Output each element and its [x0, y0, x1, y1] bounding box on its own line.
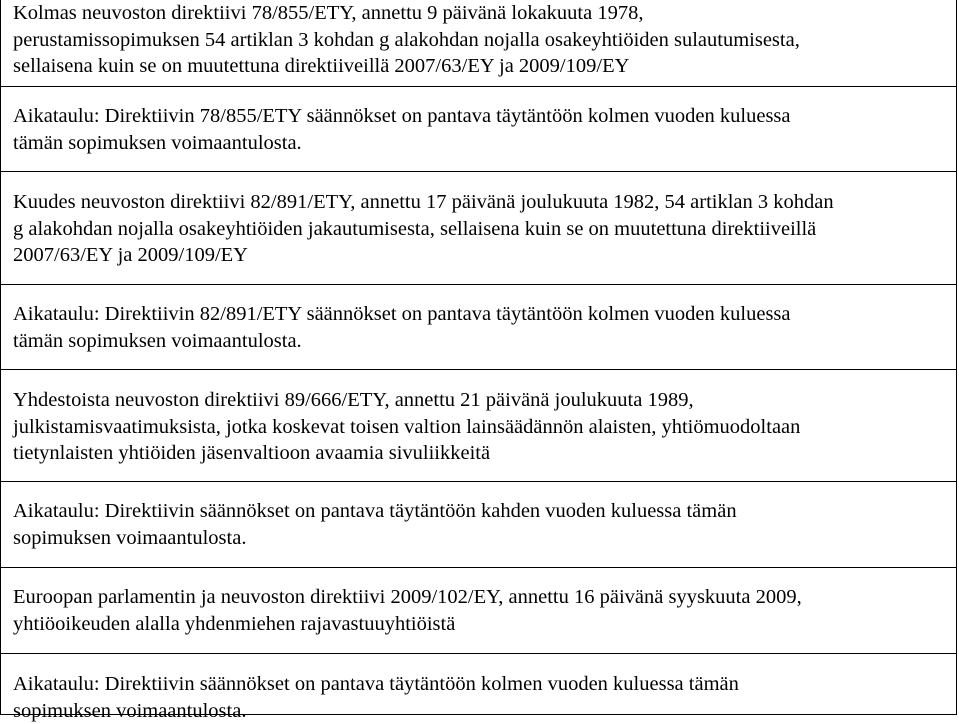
schedule-text-line: Aikataulu: Direktiivin 82/891/ETY säännökset on pantava täytäntöön kolmen vuoden kuluessa [13, 301, 952, 328]
schedule-cell [1, 86, 956, 171]
schedule-text-line: tämän sopimuksen voimaantulosta. [13, 328, 952, 355]
directive-cell [1, 369, 956, 481]
directive-cell [1, 171, 956, 284]
directive-text-line: julkistamisvaatimuksista, jotka koskevat toisen valtion lainsäädännön alaisten, yhtiömuodoltaan [13, 414, 952, 441]
schedule-cell [1, 653, 956, 714]
schedule-cell [1, 284, 956, 369]
schedule-text-line: sopimuksen voimaantulosta. [13, 698, 952, 724]
directive-text-line: perustamissopimuksen 54 artiklan 3 kohdan g alakohdan nojalla osakeyhtiöiden sulautumisesta, [13, 27, 952, 54]
schedule-text-line: Aikataulu: Direktiivin säännökset on pantava täytäntöön kahden vuoden kuluessa tämän [13, 498, 952, 525]
schedule-text-line: Aikataulu: Direktiivin 78/855/ETY säännökset on pantava täytäntöön kolmen vuoden kuluessa [13, 103, 952, 130]
schedule-text-line: Aikataulu: Direktiivin säännökset on pantava täytäntöön kolmen vuoden kuluessa tämän [13, 671, 952, 698]
directive-text-line: Kolmas neuvoston direktiivi 78/855/ETY, annettu 9 päivänä lokakuuta 1978, [13, 0, 952, 27]
directive-text-line: yhtiöoikeuden alalla yhdenmiehen rajavastuuyhtiöistä [13, 611, 952, 638]
schedule-text-line: tämän sopimuksen voimaantulosta. [13, 130, 952, 157]
directive-cell [1, 0, 956, 86]
directive-text-line: Euroopan parlamentin ja neuvoston direktiivi 2009/102/EY, annettu 16 päivänä syyskuuta 2009, [13, 584, 952, 611]
directive-cell [1, 567, 956, 653]
schedule-text-line: sopimuksen voimaantulosta. [13, 525, 952, 552]
directive-text-line: g alakohdan nojalla osakeyhtiöiden jakautumisesta, sellaisena kuin se on muutettuna direktiiveillä [13, 216, 952, 243]
directive-text-line: tietynlaisten yhtiöiden jäsenvaltioon avaamia sivuliikkeitä [13, 440, 952, 467]
directive-text-line: Yhdestoista neuvoston direktiivi 89/666/ETY, annettu 21 päivänä joulukuuta 1989, [13, 387, 952, 414]
directive-text-line: 2007/63/EY ja 2009/109/EY [13, 242, 952, 269]
directive-text-line: sellaisena kuin se on muutettuna direktiiveillä 2007/63/EY ja 2009/109/EY [13, 53, 952, 80]
directive-text-line: Kuudes neuvoston direktiivi 82/891/ETY, annettu 17 päivänä joulukuuta 1982, 54 artiklan 3 kohdan [13, 189, 952, 216]
schedule-cell [1, 481, 956, 567]
